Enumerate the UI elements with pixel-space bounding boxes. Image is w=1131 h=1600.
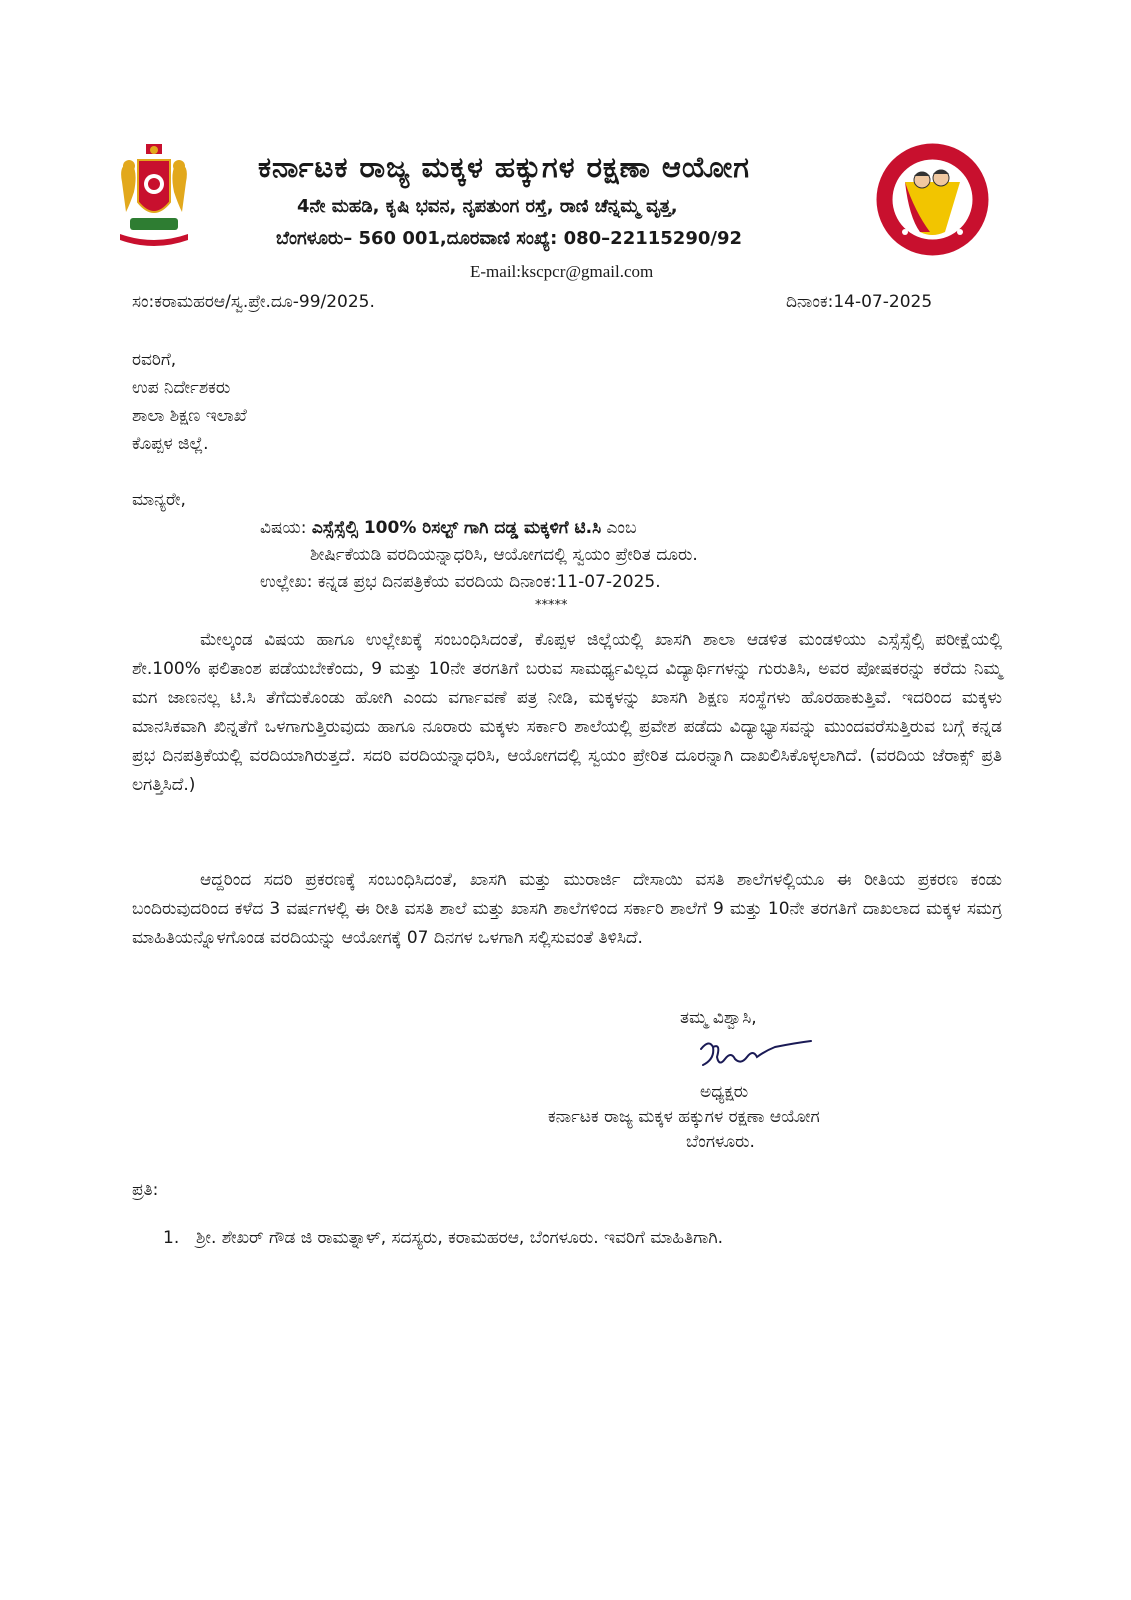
signatory-city: ಬೆಂಗಳೂರು. (686, 1132, 755, 1152)
recipient-line-3: ಶಾಲಾ ಶಿಕ್ಷಣ ಇಲಾಖೆ (132, 406, 247, 426)
body-paragraph-1: ಮೇಲ್ಕಂಡ ವಿಷಯ ಹಾಗೂ ಉಲ್ಲೇಖಕ್ಕೆ ಸಂಬಂಧಿಸಿದಂತೆ, ಕೊಪ್ಪಳ ಜಿಲ್ಲೆಯಲ್ಲಿ ಖಾಸಗಿ ಶಾಲಾ ಆಡಳಿತ ಮಂಡಳಿಯು ಎಸ್ಸೆಸ್ಸೆಲ್ಸಿ ಪರೀಕ್ಷೆಯಲ್ಲಿ ಶೇ.100% ಫಲಿತಾಂಶ ಪಡೆಯಬೇಕೆಂದು, 9 ಮತ್ತು 10ನೇ ತರಗತಿಗೆ ಬರುವ ಸಾಮರ್ಥ್ಯವಿಲ್ಲದ ವಿದ್ಯಾರ್ಥಿಗಳನ್ನು ಗುರುತಿಸಿ, ಅವರ ಪೋಷಕರನ್ನು ಕರೆದು ನಿಮ್ಮ ಮಗ ಜಾಣನಲ್ಲ ಟಿ.ಸಿ ತೆಗೆದುಕೊಂಡು ಹೋಗಿ ಎಂದು ವರ್ಗಾವಣೆ ಪತ್ರ ನೀಡಿ, ಮಕ್ಕಳನ್ನು ಖಾಸಗಿ ಶಿಕ್ಷಣ ಸಂಸ್ಥೆಗಳು ಹೊರಹಾಕುತ್ತಿವೆ. ಇದರಿಂದ ಮಕ್ಕಳು ಮಾನಸಿಕವಾಗಿ ಖಿನ್ನತೆಗೆ ಒಳಗಾಗುತ್ತಿರುವುದು ಹಾಗೂ ನೂರಾರು ಮಕ್ಕಳು ಸರ್ಕಾರಿ ಶಾಲೆಯಲ್ಲಿ ಪ್ರವೇಶ ಪಡೆದು ವಿದ್ಯಾಭ್ಯಾಸವನ್ನು ಮುಂದವರೆಸುತ್ತಿರುವ ಬಗ್ಗೆ ಕನ್ನಡ ಪ್ರಭ ದಿನಪತ್ರಿಕೆಯಲ್ಲಿ ವರದಿಯಾಗಿರುತ್ತದೆ. ಸದರಿ ವರದಿಯನ್ನಾಧರಿಸಿ, ಆಯೋಗದಲ್ಲಿ ಸ್ವಯಂ ಪ್ರೇರಿತ ದೂರನ್ನಾಗಿ ದಾಖಲಿಸಿಕೊಳ್ಳಲಾಗಿದೆ. (ವರದಿಯ ಜೆರಾಕ್ಸ್ ಪ್ರತಿ ಲಗತ್ತಿಸಿದೆ.) (132, 630, 1002, 795)
subject-rest: ಎಂಬ (601, 518, 637, 538)
subject-line-2: ಶೀರ್ಷಿಕೆಯಡಿ ವರದಿಯನ್ನಾಧರಿಸಿ, ಆಯೋಗದಲ್ಲಿ ಸ್ವಯಂ ಪ್ರೇರಿತ ದೂರು. (310, 545, 698, 565)
subject-reference: ಉಲ್ಲೇಖ: ಕನ್ನಡ ಪ್ರಭ ದಿನಪತ್ರಿಕೆಯ ವರದಿಯ ದಿನಾಂಕ:11-07-2025. (260, 572, 661, 592)
signatory-designation: ಅಧ್ಯಕ್ಷರು (700, 1082, 749, 1102)
recipient-line-2: ಉಪ ನಿರ್ದೇಶಕರು (132, 378, 231, 398)
subject-label: ವಿಷಯ: (260, 518, 312, 538)
subject-line-1 (260, 518, 636, 538)
copy-item-text: ಶ್ರೀ. ಶೇಖರ್ ಗೌಡ ಜಿ ರಾಮತ್ನಾಳ್, ಸದಸ್ಯರು, ಕರಾಮಹರಆ, ಬೆಂಗಳೂರು. ಇವರಿಗೆ ಮಾಹಿತಿಗಾಗಿ. (196, 1228, 724, 1248)
closing-yours: ತಮ್ಮ ವಿಶ್ವಾಸಿ, (680, 1008, 757, 1028)
signatory-organization: ಕರ್ನಾಟಕ ರಾಜ್ಯ ಮಕ್ಕಳ ಹಕ್ಕುಗಳ ರಕ್ಷಣಾ ಆಯೋಗ (548, 1107, 820, 1127)
copy-item-number: 1. (163, 1228, 180, 1248)
commission-logo (875, 142, 990, 257)
subject-headline: ಎಸ್ಸೆಸ್ಸೆಲ್ಸಿ 100% ರಿಸಲ್ಟ್ ಗಾಗಿ ದಡ್ಡ ಮಕ್ಕಳಿಗೆ ಟಿ.ಸಿ (311, 518, 602, 538)
separator-stars: ***** (535, 598, 568, 613)
copy-label: ಪ್ರತಿ: (132, 1180, 159, 1200)
reference-number: ಸಂ:ಕರಾಮಹರಆ/ಸ್ವ.ಪ್ರೇ.ದೂ-99/2025. (132, 292, 375, 312)
salutation: ಮಾನ್ಯರೇ, (132, 490, 186, 510)
address-line-1: 4ನೇ ಮಹಡಿ, ಕೃಷಿ ಭವನ, ನೃಪತುಂಗ ರಸ್ತೆ, ರಾಣಿ ಚೆನ್ನಮ್ಮ ವೃತ್ತ, (297, 196, 678, 217)
org-name-heading: ಕರ್ನಾಟಕ ರಾಜ್ಯ ಮಕ್ಕಳ ಹಕ್ಕುಗಳ ರಕ್ಷಣಾ ಆಯೋಗ (258, 150, 750, 184)
recipient-line-1: ರವರಿಗೆ, (132, 350, 177, 370)
letter-date: ದಿನಾಂಕ:14-07-2025 (786, 292, 933, 312)
email-line: E-mail:kscpcr@gmail.com (470, 262, 654, 281)
state-emblem-logo (112, 142, 196, 250)
address-line-2: ಬೆಂಗಳೂರು– 560 001,ದೂರವಾಣಿ ಸಂಖ್ಯೆ: 080–22115290/92 (276, 228, 742, 249)
recipient-line-4: ಕೊಪ್ಪಳ ಜಿಲ್ಲೆ. (132, 434, 209, 454)
body-paragraph-2: ಆದ್ದರಿಂದ ಸದರಿ ಪ್ರಕರಣಕ್ಕೆ ಸಂಬಂಧಿಸಿದಂತೆ, ಖಾಸಗಿ ಮತ್ತು ಮುರಾರ್ಜಿ ದೇಸಾಯಿ ವಸತಿ ಶಾಲೆಗಳಲ್ಲಿಯೂ ಈ ರೀತಿಯ ಪ್ರಕರಣ ಕಂಡು ಬಂದಿರುವುದರಿಂದ ಕಳೆದ 3 ವರ್ಷಗಳಲ್ಲಿ ಈ ರೀತಿ ವಸತಿ ಶಾಲೆ ಮತ್ತು ಖಾಸಗಿ ಶಾಲೆಗಳಿಂದ ಸರ್ಕಾರಿ ಶಾಲೆಗೆ 9 ಮತ್ತು 10ನೇ ತರಗತಿಗೆ ದಾಖಲಾದ ಮಕ್ಕಳ ಸಮಗ್ರ ಮಾಹಿತಿಯನ್ನೊಳಗೊಂಡ ವರದಿಯನ್ನು ಆಯೋಗಕ್ಕೆ 07 ದಿನಗಳ ಒಳಗಾಗಿ ಸಲ್ಲಿಸುವಂತೆ ತಿಳಿಸಿದೆ. (132, 870, 1002, 948)
signature (695, 1035, 815, 1075)
